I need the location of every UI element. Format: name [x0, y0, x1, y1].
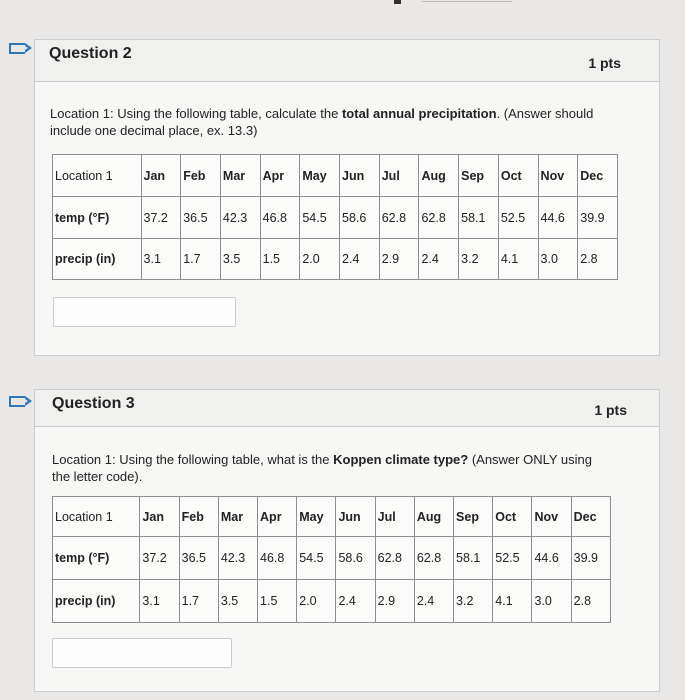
value-cell: 2.4	[414, 580, 453, 623]
value-cell: 3.5	[218, 580, 257, 623]
top-edge-line	[422, 1, 512, 2]
climate-data-table	[52, 154, 618, 280]
month-header-cell: Aug	[414, 497, 453, 537]
month-header-cell: Jun	[340, 155, 380, 197]
value-cell: 37.2	[141, 197, 181, 239]
prompt-text: Location 1: Using the following table, what is the	[52, 452, 334, 467]
month-header-cell: Apr	[260, 155, 300, 197]
row-label-cell: temp (°F)	[53, 537, 140, 580]
value-cell: 2.9	[375, 580, 414, 623]
value-cell: 36.5	[179, 537, 218, 580]
value-cell: 3.2	[454, 580, 493, 623]
value-cell: 62.8	[414, 537, 453, 580]
month-header-cell: Oct	[493, 497, 532, 537]
prompt-text: Location 1: Using the following table, calculate the	[50, 106, 342, 121]
value-cell: 46.8	[260, 197, 300, 239]
prompt-text-end: . (Answer should include one decimal place, ex. 13.3)	[50, 106, 594, 138]
month-header-cell: Mar	[218, 497, 257, 537]
value-cell: 2.8	[571, 580, 610, 623]
value-cell: 52.5	[498, 197, 538, 239]
value-cell: 42.3	[220, 197, 260, 239]
value-cell: 1.7	[181, 239, 221, 280]
value-cell: 62.8	[375, 537, 414, 580]
header-row	[53, 497, 611, 537]
value-cell: 58.6	[336, 537, 375, 580]
value-cell: 44.6	[538, 197, 578, 239]
answer-input[interactable]	[53, 297, 236, 327]
month-header-cell: Oct	[498, 155, 538, 197]
month-header-cell: Jul	[379, 155, 419, 197]
value-cell: 2.8	[578, 239, 618, 280]
month-header-cell: Jun	[336, 497, 375, 537]
question-prompt	[50, 105, 610, 139]
value-cell: 4.1	[493, 580, 532, 623]
question-card-3	[34, 389, 660, 692]
row-label-cell: Location 1	[53, 155, 142, 197]
value-cell: 46.8	[258, 537, 297, 580]
value-cell: 44.6	[532, 537, 571, 580]
month-header-cell: Feb	[181, 155, 221, 197]
month-header-cell: Apr	[258, 497, 297, 537]
value-cell: 3.1	[140, 580, 179, 623]
value-cell: 36.5	[181, 197, 221, 239]
value-cell: 62.8	[379, 197, 419, 239]
answer-input[interactable]	[52, 638, 232, 668]
value-cell: 1.5	[258, 580, 297, 623]
value-cell: 2.0	[300, 239, 340, 280]
value-cell: 42.3	[218, 537, 257, 580]
value-cell: 2.4	[419, 239, 459, 280]
top-edge-mark	[394, 0, 401, 4]
value-cell: 62.8	[419, 197, 459, 239]
question-header	[35, 390, 659, 427]
prompt-bold-text: total annual precipitation	[341, 106, 497, 121]
question-points: 1 pts	[594, 402, 627, 418]
value-cell: 2.0	[297, 580, 336, 623]
value-cell: 37.2	[140, 537, 179, 580]
value-cell: 58.6	[340, 197, 380, 239]
row-label-cell: precip (in)	[53, 580, 140, 623]
month-header-cell: May	[300, 155, 340, 197]
value-cell: 52.5	[493, 537, 532, 580]
month-header-cell: Nov	[532, 497, 571, 537]
value-cell: 4.1	[498, 239, 538, 280]
question-title: Question 2	[49, 45, 132, 62]
question-header	[35, 40, 659, 82]
question-points: 1 pts	[588, 55, 621, 71]
prompt-bold-text: Koppen climate type?	[333, 452, 469, 467]
flag-question-icon[interactable]	[9, 43, 25, 54]
value-cell: 3.2	[459, 239, 499, 280]
value-cell: 3.0	[532, 580, 571, 623]
value-cell: 1.7	[179, 580, 218, 623]
temp-row	[53, 197, 618, 239]
value-cell: 1.5	[260, 239, 300, 280]
month-header-cell: Feb	[179, 497, 218, 537]
month-header-cell: Jan	[141, 155, 181, 197]
month-header-cell: May	[297, 497, 336, 537]
month-header-cell: Jul	[375, 497, 414, 537]
question-title: Question 3	[52, 395, 135, 412]
row-label-cell: Location 1	[53, 497, 140, 537]
precip-row	[53, 239, 618, 280]
value-cell: 3.0	[538, 239, 578, 280]
value-cell: 2.9	[379, 239, 419, 280]
value-cell: 2.4	[336, 580, 375, 623]
month-header-cell: Dec	[571, 497, 610, 537]
value-cell: 2.4	[340, 239, 380, 280]
row-label-cell: precip (in)	[53, 239, 142, 280]
value-cell: 39.9	[571, 537, 610, 580]
question-prompt	[52, 451, 612, 485]
temp-row	[53, 537, 611, 580]
value-cell: 58.1	[459, 197, 499, 239]
month-header-cell: Dec	[578, 155, 618, 197]
header-row	[53, 155, 618, 197]
value-cell: 39.9	[578, 197, 618, 239]
climate-data-table	[52, 496, 611, 623]
month-header-cell: Nov	[538, 155, 578, 197]
value-cell: 3.1	[141, 239, 181, 280]
top-scroll-remnant	[392, 0, 512, 4]
prompt-text-end: (Answer ONLY using the letter code).	[52, 452, 592, 484]
month-header-cell: Mar	[220, 155, 260, 197]
row-label-cell: temp (°F)	[53, 197, 142, 239]
value-cell: 54.5	[297, 537, 336, 580]
month-header-cell: Sep	[459, 155, 499, 197]
value-cell: 3.5	[220, 239, 260, 280]
value-cell: 54.5	[300, 197, 340, 239]
question-card-2	[34, 39, 660, 356]
month-header-cell: Jan	[140, 497, 179, 537]
value-cell: 58.1	[454, 537, 493, 580]
flag-question-icon[interactable]	[9, 396, 25, 407]
month-header-cell: Aug	[419, 155, 459, 197]
precip-row	[53, 580, 611, 623]
month-header-cell: Sep	[454, 497, 493, 537]
